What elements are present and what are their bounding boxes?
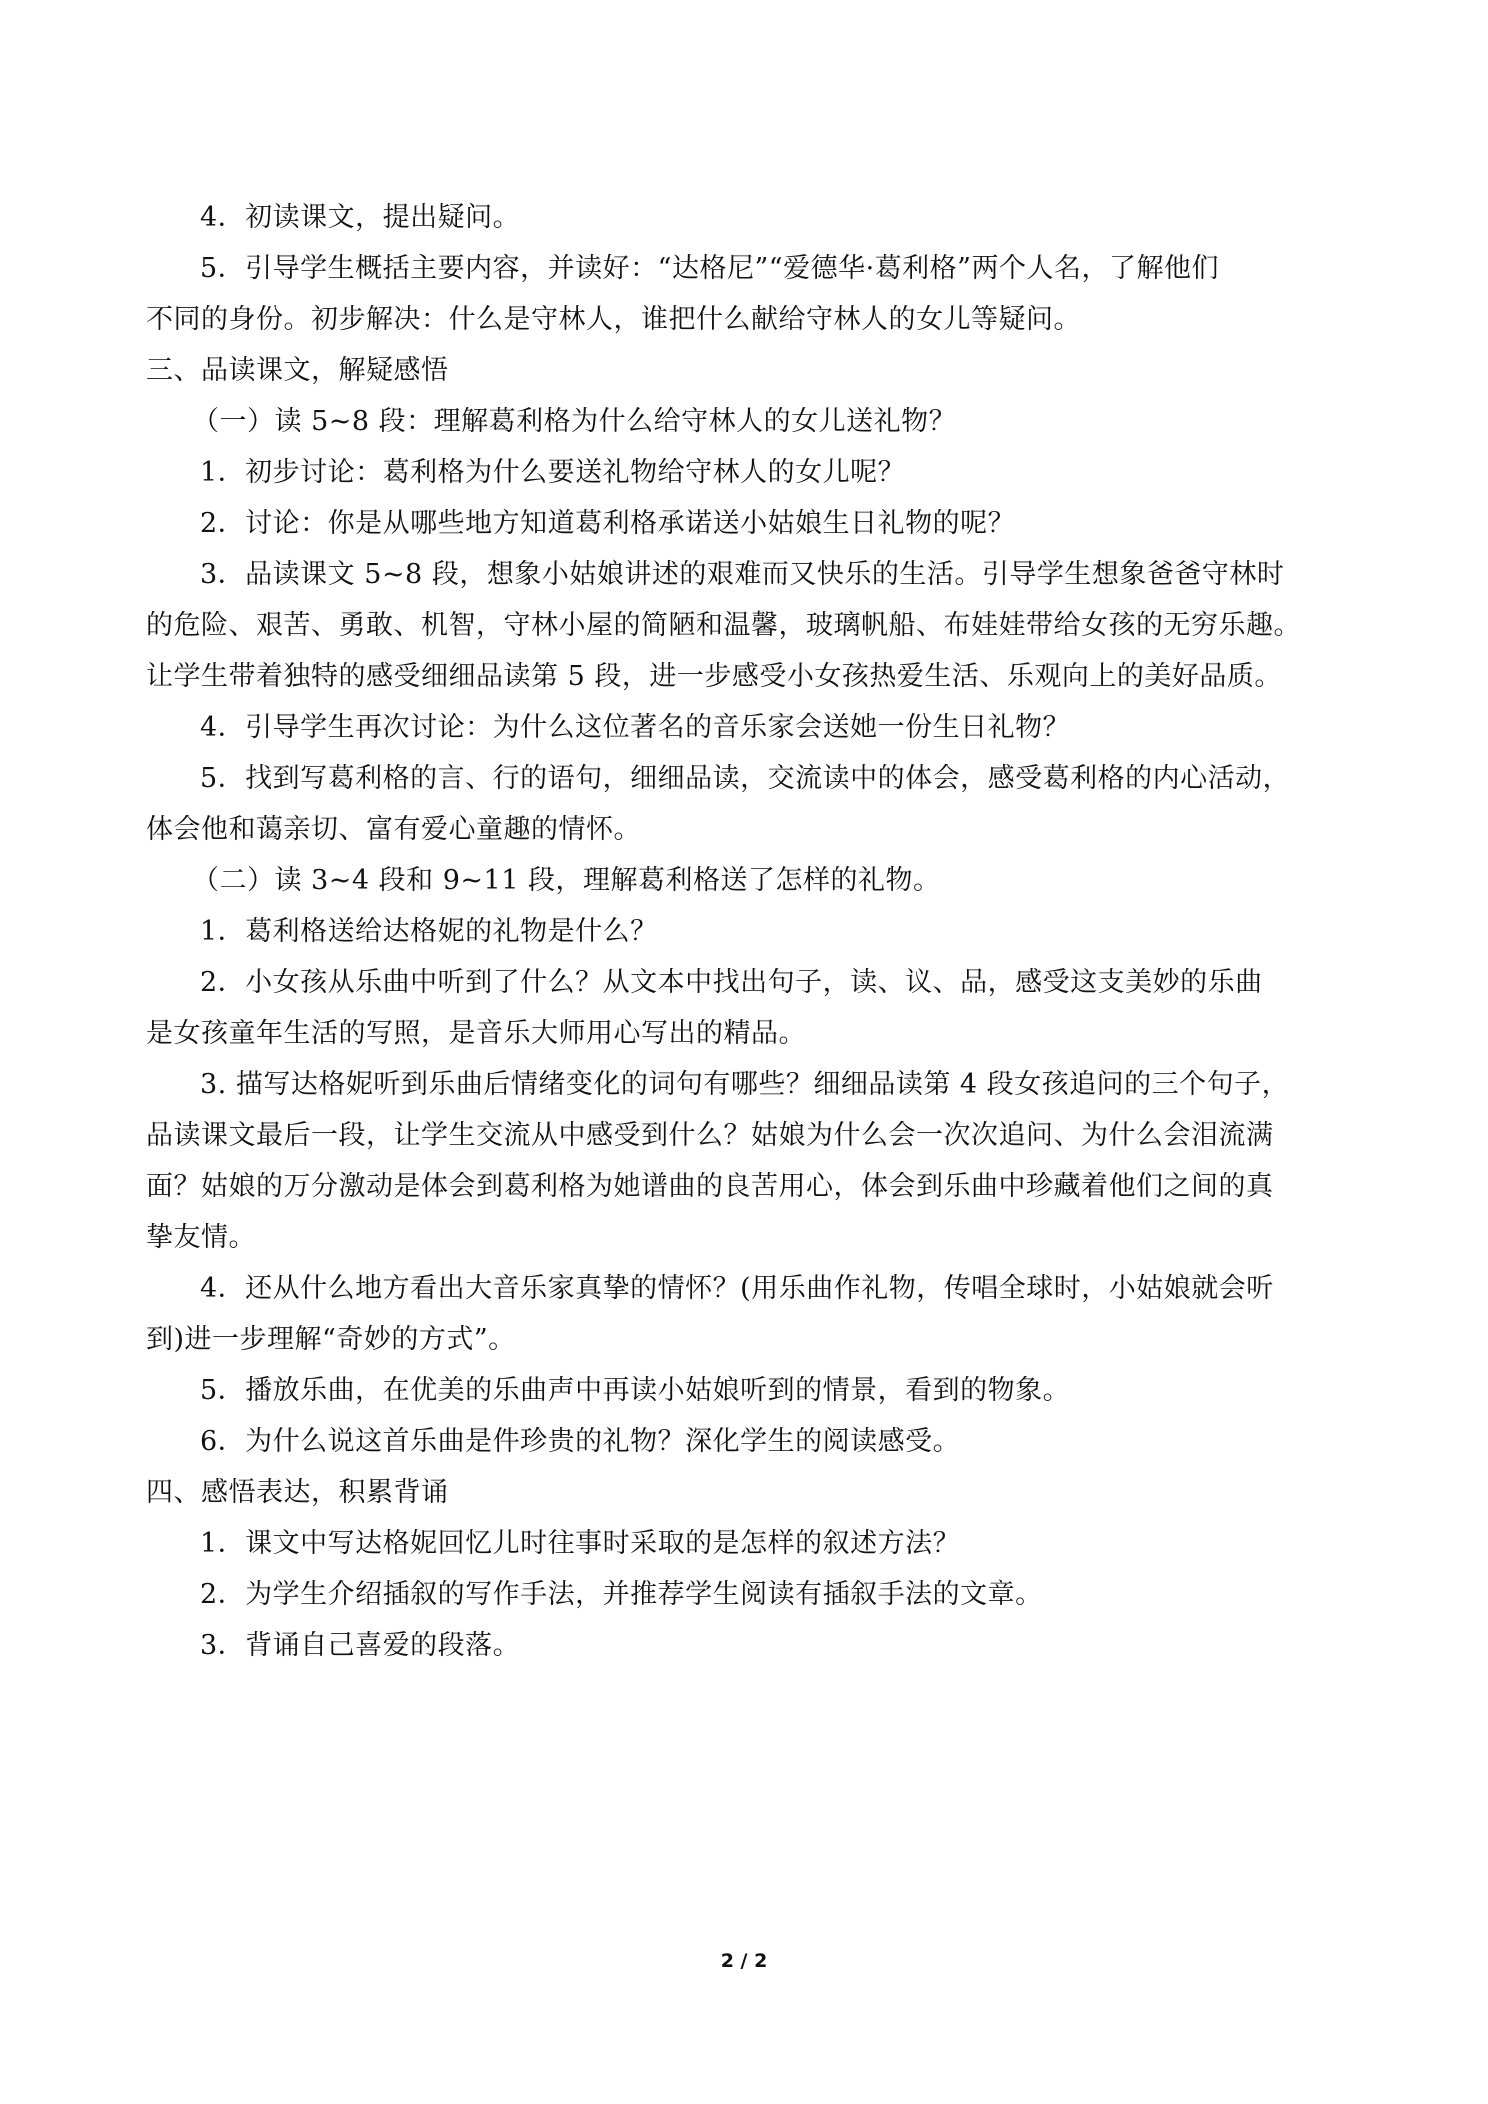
text-line: 体会他和蔼亲切、富有爱心童趣的情怀。 (146, 814, 641, 845)
page-number: 2 / 2 (720, 1950, 768, 1972)
text-line: 2．讨论：你是从哪些地方知道葛利格承诺送小姑娘生日礼物的呢？ (200, 508, 1016, 539)
text-line: （二）读 3~4 段和 9~11 段，理解葛利格送了怎样的礼物。 (192, 865, 941, 896)
text-line: 1．葛利格送给达格妮的礼物是什么？ (200, 916, 658, 947)
text-line: 挚友情。 (146, 1222, 256, 1253)
text-line: 4．初读课文，提出疑问。 (200, 202, 521, 233)
text-line: 三、品读课文，解疑感悟 (146, 355, 449, 386)
text-line: 3．背诵自己喜爱的段落。 (200, 1630, 521, 1661)
text-line: 品读课文最后一段，让学生交流从中感受到什么？姑娘为什么会一次次追问、为什么会泪流满 (146, 1120, 1274, 1151)
text-line: 2．为学生介绍插叙的写作手法，并推荐学生阅读有插叙手法的文章。 (200, 1579, 1043, 1610)
text-line: 4．还从什么地方看出大音乐家真挚的情怀？(用乐曲作礼物，传唱全球时，小姑娘就会听 (200, 1273, 1274, 1304)
text-line: 6．为什么说这首乐曲是件珍贵的礼物？深化学生的阅读感受。 (200, 1426, 961, 1457)
text-line: 4．引导学生再次讨论：为什么这位著名的音乐家会送她一份生日礼物？ (200, 712, 1071, 743)
text-line: 是女孩童年生活的写照，是音乐大师用心写出的精品。 (146, 1018, 806, 1049)
text-line: 5．播放乐曲，在优美的乐曲声中再读小姑娘听到的情景，看到的物象。 (200, 1375, 1071, 1406)
text-line: （一）读 5~8 段：理解葛利格为什么给守林人的女儿送礼物？ (192, 406, 957, 437)
text-line: 不同的身份。初步解决：什么是守林人，谁把什么献给守林人的女儿等疑问。 (146, 304, 1081, 335)
text-line: 2．小女孩从乐曲中听到了什么？从文本中找出句子，读、议、品，感受这支美妙的乐曲 (200, 967, 1263, 998)
text-line: 四、感悟表达，积累背诵 (146, 1477, 449, 1508)
text-line: 3. 描写达格妮听到乐曲后情绪变化的词句有哪些？细细品读第 4 段女孩追问的三个句子， (200, 1069, 1290, 1100)
text-line: 到)进一步理解“奇妙的方式”。 (146, 1324, 516, 1355)
text-line: 3．品读课文 5~8 段，想象小姑娘讲述的艰难而又快乐的生活。引导学生想象爸爸守林时 (200, 559, 1285, 590)
text-line: 的危险、艰苦、勇敢、机智，守林小屋的简陋和温馨，玻璃帆船、布娃娃带给女孩的无穷乐趣。 (146, 610, 1301, 641)
text-line: 让学生带着独特的感受细细品读第 5 段，进一步感受小女孩热爱生活、乐观向上的美好品质。 (146, 661, 1282, 692)
text-line: 面？姑娘的万分激动是体会到葛利格为她谱曲的良苦用心，体会到乐曲中珍藏着他们之间的真 (146, 1171, 1274, 1202)
text-line: 5．引导学生概括主要内容，并读好：“达格尼”“爱德华·葛利格”两个人名，了解他们 (200, 253, 1219, 284)
document-body (146, 192, 1356, 1671)
text-line: 1．初步讨论：葛利格为什么要送礼物给守林人的女儿呢？ (200, 457, 906, 488)
text-line: 5．找到写葛利格的言、行的语句，细细品读，交流读中的体会，感受葛利格的内心活动， (200, 763, 1291, 794)
text-line: 1．课文中写达格妮回忆儿时往事时采取的是怎样的叙述方法？ (200, 1528, 961, 1559)
